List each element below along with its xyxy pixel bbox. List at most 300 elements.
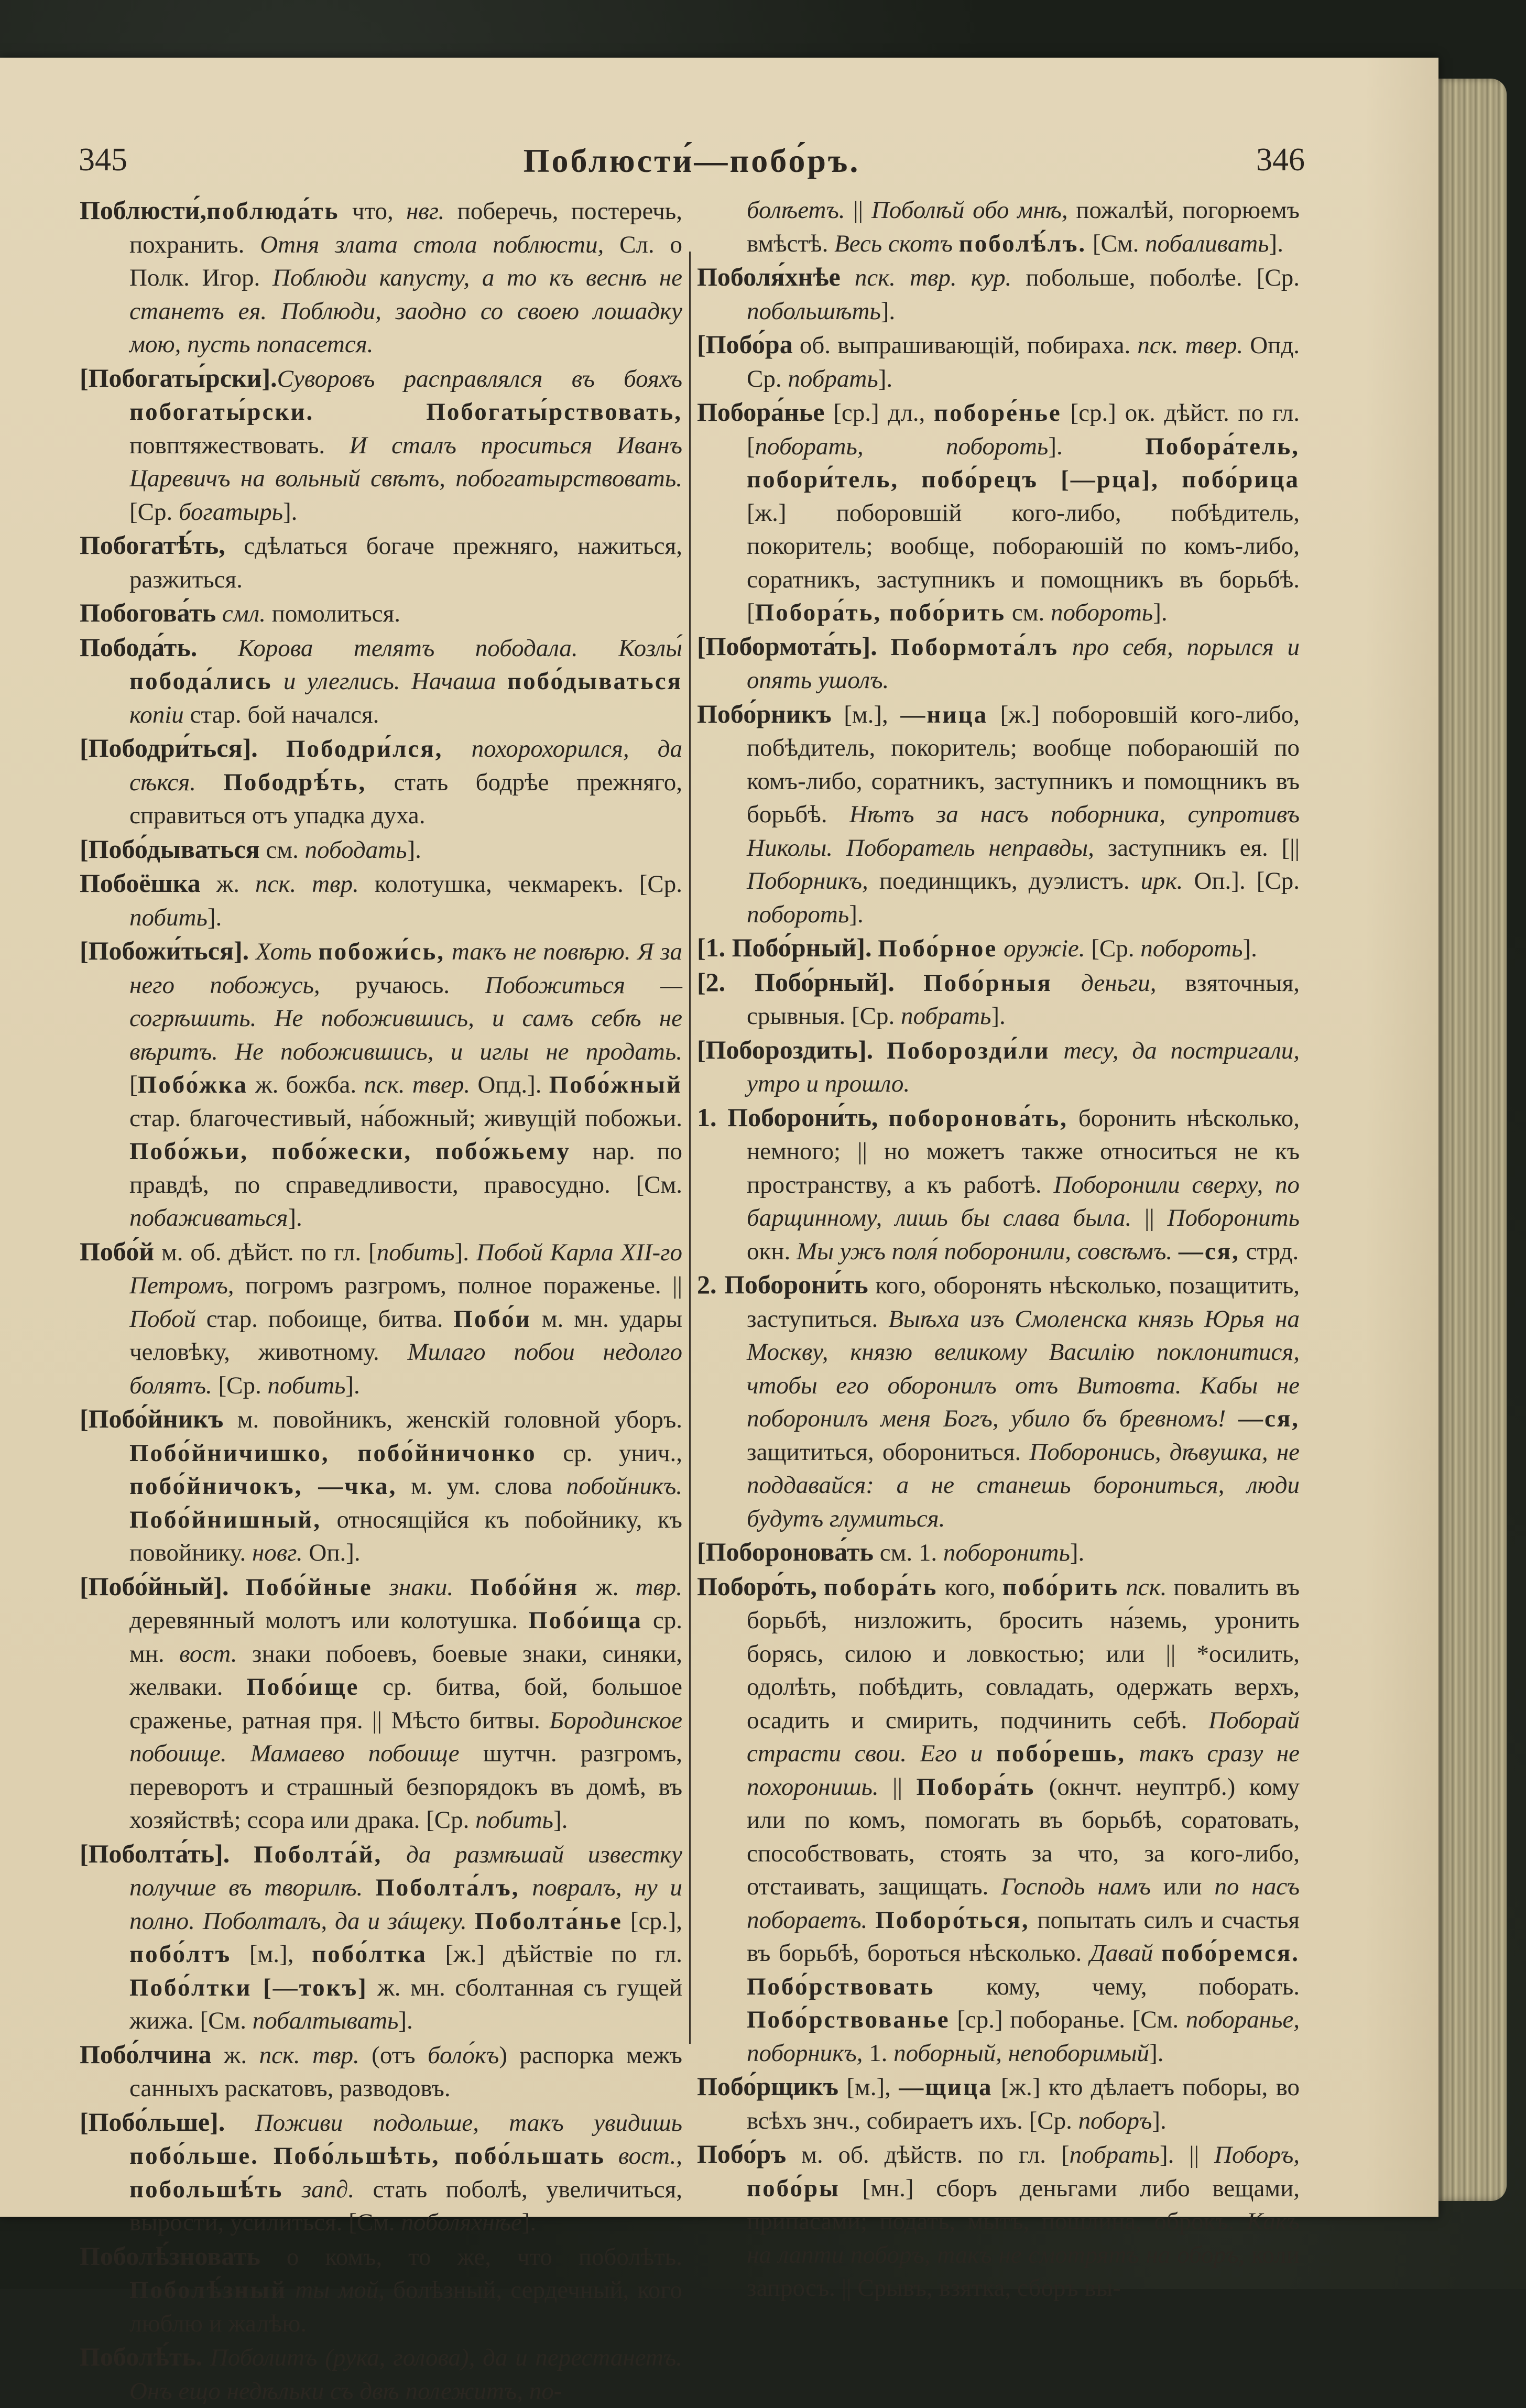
definition-text: ]. bbox=[398, 2007, 413, 2034]
bold-term: Побо́йня bbox=[470, 1573, 579, 1601]
definition-text bbox=[382, 1841, 406, 1868]
definition-text: [Ср. bbox=[212, 1371, 268, 1399]
definition-text bbox=[519, 1874, 532, 1901]
definition-text: стар. побоище, битва. bbox=[195, 1305, 454, 1333]
definition-text: ]. bbox=[1149, 2039, 1164, 2067]
bold-term: Побо́йные bbox=[245, 1573, 373, 1601]
bold-term: поболѣ́лъ. bbox=[958, 230, 1087, 257]
definition-text: кого, оборонять нѣсколько, позащитить, заступиться. bbox=[747, 1272, 1300, 1333]
dictionary-entry bbox=[697, 931, 1300, 966]
definition-text: || bbox=[878, 1773, 917, 1801]
italic-example: Побой bbox=[129, 1305, 196, 1333]
italic-example: Какъ на лапти поборъ, такъ не смотрятъ на оборъ, bbox=[747, 2208, 1300, 2269]
definition-text: || bbox=[1131, 1204, 1168, 1232]
definition-text: см. 1. bbox=[873, 1539, 943, 1566]
definition-text: коли запросъ. || Срывъ, взятка, сборъ вы- bbox=[747, 2241, 1300, 2302]
entry-headword: [Поборонова́ть bbox=[697, 1537, 874, 1566]
page-number-left: 345 bbox=[79, 142, 127, 178]
page-number-right: 346 bbox=[1256, 142, 1305, 178]
italic-example: Мы ужъ поля́ поборонили, совсѣмъ. bbox=[797, 1237, 1173, 1265]
dictionary-entry bbox=[80, 529, 682, 596]
italic-example: побойникъ. bbox=[566, 1473, 682, 1500]
definition-text: [См. bbox=[1086, 230, 1146, 257]
bold-term: —ся, bbox=[1178, 1237, 1240, 1265]
dictionary-entry bbox=[697, 1033, 1300, 1101]
bold-term: —щица bbox=[899, 2074, 993, 2101]
italic-example: поборать, побороть bbox=[755, 432, 1049, 460]
bold-term: Поболта́й, bbox=[254, 1840, 383, 1868]
italic-example: копіи bbox=[129, 701, 184, 728]
definition-text: [ж.] дѣйствіе по гл. bbox=[427, 1941, 682, 1968]
definition-text: стать поболѣ, увеличиться, вырости, усилиться. [См. bbox=[129, 2175, 683, 2236]
definition-text: стрд. bbox=[1239, 1237, 1299, 1265]
definition-text: ж. божба. bbox=[247, 1071, 364, 1098]
definition-text: стать бодрѣе прежняго, справиться отъ упадка духа. bbox=[129, 768, 683, 829]
definition-text: м. мн. удары человѣку, животному. bbox=[129, 1305, 682, 1366]
definition-text: Оп.]. bbox=[302, 1539, 361, 1566]
italic-example: ирк. bbox=[1140, 867, 1183, 895]
dictionary-page bbox=[0, 58, 1438, 2405]
italic-example: пск. твер. bbox=[364, 1071, 471, 1098]
definition-text: ср. мн. bbox=[129, 1607, 682, 1668]
definition-text: колотушка, чекмарекъ. [Ср. bbox=[358, 870, 682, 898]
definition-text: повптяжествовать. bbox=[129, 431, 350, 459]
italic-example: пск. bbox=[1126, 1573, 1167, 1601]
definition-text: погромъ разгромъ, полное пораженье. || bbox=[234, 1272, 682, 1299]
definition-text: [ср.] дл., bbox=[824, 399, 934, 427]
italic-example: деньги, bbox=[1081, 969, 1157, 997]
definition-text: ]. bbox=[553, 1806, 568, 1834]
definition-text bbox=[1059, 634, 1072, 661]
definition-text bbox=[817, 1574, 824, 1601]
definition-text bbox=[229, 1574, 246, 1601]
italic-example: Поборонись, дѣвушка, не поддавайся: а не станешь борониться, люди будутъ глумиться. bbox=[747, 1438, 1300, 1532]
definition-text: ]. bbox=[1242, 935, 1257, 962]
definition-text bbox=[997, 935, 1004, 962]
definition-text: [мн.] сборъ деньгами либо вещами, припасами; подать, мытъ, пошлина, оброкъ. bbox=[747, 2174, 1300, 2235]
bold-term: побо́дываться bbox=[507, 668, 683, 695]
italic-example: Поболѣй обо мнѣ, bbox=[871, 197, 1068, 224]
bold-term: Побо́рное bbox=[878, 935, 998, 962]
definition-text: [ bbox=[129, 1071, 138, 1098]
definition-text bbox=[312, 938, 319, 965]
definition-text: [ср.] поборанье. [См. bbox=[950, 2006, 1186, 2033]
definition-text bbox=[287, 2276, 295, 2304]
entry-headword: Поборо́ть, bbox=[697, 1571, 817, 1601]
italic-example: знаки. bbox=[389, 1573, 454, 1601]
definition-text bbox=[453, 1574, 470, 1601]
italic-example: Поборонили сверху, по барщинному, лишь бы слава была. bbox=[747, 1171, 1300, 1232]
entry-headword: [Побо́дываться bbox=[80, 834, 260, 864]
definition-text: окн. bbox=[747, 1237, 797, 1265]
definition-text bbox=[445, 938, 452, 965]
dictionary-entry bbox=[697, 630, 1300, 698]
dictionary-entry bbox=[697, 1268, 1300, 1535]
bold-term: Побо́лтки [—токъ] bbox=[129, 1974, 368, 2001]
italic-example: побрать bbox=[788, 365, 878, 393]
definition-text: ]. bbox=[407, 836, 421, 864]
definition-text: ж. bbox=[211, 2041, 259, 2069]
italic-example: боло́къ bbox=[428, 2041, 499, 2069]
italic-example: побрать bbox=[1069, 2141, 1160, 2169]
entry-headword: Побоёшка bbox=[80, 868, 201, 898]
definition-text: ср. унич., bbox=[536, 1439, 683, 1467]
definition-text: относящійся къ побойнику, къ повойнику. bbox=[129, 1506, 682, 1566]
definition-text: [м.], bbox=[231, 1941, 312, 1968]
definition-text: м. ум. слова bbox=[397, 1473, 566, 1500]
entry-headword: Поболѣ́ть. bbox=[80, 2342, 203, 2371]
definition-text: ]. bbox=[1048, 432, 1146, 460]
bold-term: Побора́ть, побо́рить bbox=[755, 599, 1006, 626]
italic-example: побрать bbox=[900, 1003, 991, 1030]
definition-text bbox=[983, 1740, 996, 1767]
definition-text: заступникъ ея. [|| bbox=[1094, 834, 1300, 862]
definition-text: [Ср. bbox=[129, 498, 179, 526]
definition-text: ]. bbox=[991, 1003, 1006, 1030]
bold-term: Побора́тель, побори́тель, побо́рецъ [—рца], побо́рица bbox=[747, 432, 1300, 493]
definition-text: пожалѣй, погорюемъ вмѣстѣ. bbox=[747, 197, 1300, 257]
definition-text bbox=[363, 1874, 375, 1901]
italic-example: пск. твер. bbox=[1137, 332, 1244, 359]
italic-example: Нѣтъ за насъ поборника, супротивъ Николы. Поборатель неправды, bbox=[747, 801, 1300, 862]
definition-text bbox=[1153, 1940, 1161, 1967]
definition-text: кому, чему, поборать. bbox=[934, 1973, 1300, 2000]
definition-text: ж. bbox=[579, 1573, 636, 1601]
definition-text: защититься, оборониться. bbox=[747, 1438, 1030, 1466]
italic-example: повралъ, ну и полно. Поболталъ, да и зáщеку. bbox=[129, 1874, 683, 1935]
italic-example: побалтывать bbox=[252, 2007, 399, 2034]
entry-headword: [Побо́йникъ bbox=[80, 1404, 224, 1433]
definition-text: ]. bbox=[1070, 1539, 1085, 1566]
italic-example: поборъ bbox=[1078, 2107, 1152, 2134]
bold-term: побо́лтка bbox=[312, 1941, 427, 1968]
italic-example: такъ не повѣрю. Я за него побожусь, bbox=[129, 938, 683, 999]
italic-example: Побожиться — согрѣшить. Не побожившись, и самъ себѣ не вѣритъ. Не побожившись, и иглы не продать. bbox=[129, 971, 682, 1065]
definition-text: [м.], bbox=[831, 701, 901, 728]
definition-text bbox=[216, 600, 222, 627]
italic-example: про себя, порылся и опять ушолъ. bbox=[747, 633, 1300, 694]
bold-term: Пободрѣ́ть, bbox=[223, 768, 367, 796]
bold-term: Побо́рствованье bbox=[747, 2006, 950, 2033]
column-divider bbox=[689, 252, 691, 2044]
bold-term: Побо́рныя bbox=[923, 969, 1052, 997]
definition-text: Сл. о Полк. Игор. bbox=[129, 231, 682, 291]
italic-example: тесу, да постригали, утро и прошло. bbox=[747, 1037, 1300, 1097]
italic-example: Бородинское побоище. Мамаево побоище bbox=[129, 1706, 682, 1767]
italic-example: Поживи подольше, такъ увидишь bbox=[255, 2109, 682, 2137]
definition-text: боронить нѣсколько, немного; || но можетъ также относиться не къ пространству, а къ работѣ. bbox=[747, 1104, 1300, 1198]
italic-example: Поборонить bbox=[1167, 1204, 1300, 1232]
bold-term: побольшѣ́ть bbox=[129, 2175, 284, 2203]
entry-headword: [1. Побо́рный]. bbox=[697, 933, 872, 962]
entry-headword: [Побогаты́рски]. bbox=[80, 363, 277, 393]
definition-text: ]. bbox=[1153, 599, 1168, 626]
definition-text bbox=[258, 735, 286, 762]
definition-text bbox=[1226, 1405, 1238, 1432]
bold-term: Поборозди́ли bbox=[887, 1037, 1050, 1064]
italic-example: смл. bbox=[222, 600, 266, 627]
italic-example: оружіе. bbox=[1004, 935, 1085, 962]
italic-example: побить bbox=[129, 903, 208, 931]
bold-term: побо́ремся. Побо́рствовать bbox=[747, 1940, 1300, 2000]
entry-headword: [2. Побо́рный]. bbox=[697, 967, 895, 997]
entry-headword: Побогатѣ́ть, bbox=[80, 530, 225, 560]
bold-term: поблюда́ть bbox=[206, 198, 340, 225]
definition-text: ]. bbox=[878, 365, 893, 393]
italic-example: побить bbox=[475, 1806, 553, 1834]
right-column bbox=[697, 194, 1300, 2305]
definition-text: || bbox=[845, 197, 871, 224]
definition-text bbox=[605, 2142, 618, 2170]
definition-text: сдѣлаться богаче прежняго, нажиться, разжиться. bbox=[129, 532, 682, 593]
bold-term: Поболта́лъ, bbox=[375, 1874, 520, 1901]
definition-text bbox=[197, 635, 238, 662]
dictionary-entry bbox=[80, 2038, 682, 2106]
definition-text bbox=[202, 2344, 210, 2371]
italic-example: побаливать bbox=[1145, 230, 1269, 257]
dictionary-entry bbox=[697, 1535, 1300, 1570]
bold-term: побо́лтъ bbox=[129, 1941, 232, 1968]
italic-example: побороть bbox=[1050, 599, 1153, 626]
bold-term: побода́лись bbox=[129, 668, 272, 695]
bold-term: Поболта́нье bbox=[474, 1907, 623, 1935]
italic-example: Хоть bbox=[256, 938, 312, 965]
italic-example: поборонить bbox=[943, 1539, 1070, 1566]
definition-text: ) распорка межъ санныхъ раскатовъ, разводовъ. bbox=[129, 2041, 682, 2102]
italic-example: нвг. bbox=[406, 198, 445, 225]
definition-text bbox=[878, 1105, 888, 1132]
italic-example: пск. твр. кур. bbox=[854, 264, 1012, 291]
italic-example: И сталъ проситься Иванъ Царевичъ на вольный свѣтъ, побогатырствовать. bbox=[129, 431, 682, 492]
entry-headword: Побо́рщикъ bbox=[697, 2072, 839, 2101]
definition-text bbox=[841, 264, 855, 291]
dictionary-entry bbox=[80, 631, 682, 732]
bold-term: побо́рить bbox=[1002, 1573, 1119, 1601]
italic-example: пск. твр. bbox=[255, 870, 359, 898]
entry-headword: 2. Поборони́ть bbox=[697, 1270, 868, 1299]
definition-text: ]. bbox=[345, 1371, 360, 1399]
dictionary-entry bbox=[697, 1570, 1300, 2071]
book-page-edges bbox=[1436, 79, 1507, 2201]
italic-example: Милаго побои недолго болятъ. bbox=[129, 1338, 682, 1399]
definition-text: поберечь, постеречь, похранить. bbox=[129, 198, 682, 258]
definition-text bbox=[225, 2109, 255, 2137]
italic-example: поболяхнѣе bbox=[401, 2209, 522, 2236]
bold-term: побожи́сь, bbox=[318, 938, 445, 965]
bold-term: поборе́нье bbox=[934, 399, 1062, 427]
entry-headword: Побо́й bbox=[80, 1236, 155, 1266]
italic-example: Отня злата стола поблюсти, bbox=[260, 231, 604, 258]
entry-headword: [Побормота́ть]. bbox=[697, 631, 877, 661]
definition-text bbox=[867, 1906, 875, 1934]
italic-example: побить bbox=[267, 1371, 346, 1399]
definition-text: знаки побоевъ, боевые знаки, синяки, желваки. bbox=[129, 1640, 682, 1701]
bold-term: Поболѣ́зный bbox=[129, 2276, 287, 2304]
entry-headword: [Поболта́ть]. bbox=[80, 1838, 230, 1868]
page-header bbox=[79, 136, 1305, 194]
bold-term: Побо́ища bbox=[528, 1607, 642, 1634]
definition-text: см. bbox=[1006, 599, 1051, 626]
italic-example: вост., bbox=[618, 2142, 683, 2170]
italic-example: да размѣшай известку получше въ творилѣ. bbox=[129, 1840, 683, 1901]
definition-text: нар. по правдѣ, по справедливости, правосудно. [См. bbox=[129, 1138, 682, 1198]
italic-example: Поборъ, bbox=[1214, 2141, 1300, 2169]
definition-text: помолиться. bbox=[266, 600, 400, 627]
left-column bbox=[80, 194, 682, 2408]
dictionary-entry bbox=[697, 2138, 1300, 2305]
bold-term: —ница bbox=[900, 701, 988, 728]
bold-term: поборонова́ть, bbox=[888, 1104, 1068, 1132]
definition-text: ]. bbox=[1269, 230, 1283, 257]
bold-term: Побо́йнишный, bbox=[129, 1506, 321, 1533]
entry-headword: Поблюсти́, bbox=[80, 195, 206, 225]
bold-term: Побо́жьи, побо́жески, побо́жьему bbox=[129, 1138, 571, 1165]
definition-text bbox=[1119, 1574, 1126, 1601]
definition-text: ]. bbox=[849, 900, 864, 928]
definition-text bbox=[1052, 969, 1081, 997]
definition-text bbox=[953, 230, 959, 257]
dictionary-entry bbox=[697, 2070, 1300, 2138]
definition-text bbox=[877, 634, 891, 661]
definition-text: [ср.], bbox=[622, 1907, 683, 1935]
entry-headword: [Побожи́ться]. bbox=[80, 936, 249, 965]
definition-text: [м.], bbox=[838, 2074, 899, 2101]
definition-text bbox=[283, 2176, 301, 2203]
dictionary-entry bbox=[697, 328, 1300, 396]
definition-text bbox=[230, 1841, 254, 1868]
dictionary-entry bbox=[697, 698, 1300, 932]
bold-term: побора́ть bbox=[824, 1573, 938, 1601]
definition-text: стар. бой начался. bbox=[183, 701, 379, 728]
definition-text: Опд.]. bbox=[470, 1071, 549, 1098]
italic-example: побороть bbox=[1140, 935, 1243, 962]
italic-example: Весь скотъ bbox=[834, 230, 953, 257]
italic-example: побаживаться bbox=[129, 1204, 288, 1232]
entry-headword: Побогова́ть bbox=[80, 598, 216, 627]
definition-text: ]. bbox=[288, 1204, 302, 1232]
entry-headword: [Побо́ра bbox=[697, 330, 793, 359]
dictionary-entry bbox=[80, 2240, 682, 2341]
dictionary-entry bbox=[80, 867, 682, 934]
italic-example: ты мой, bbox=[295, 2276, 385, 2304]
definition-text: о комъ, то же, что поболѣть. bbox=[260, 2243, 682, 2271]
definition-text: 1. bbox=[863, 2039, 894, 2067]
dictionary-entry bbox=[80, 934, 682, 1235]
entry-headword: [Побо́йный]. bbox=[80, 1571, 229, 1601]
dictionary-entry bbox=[80, 596, 682, 631]
dictionary-entry bbox=[697, 194, 1300, 260]
entry-headword: [Побороздить]. bbox=[697, 1034, 874, 1064]
entry-headword: Побора́нье bbox=[697, 397, 825, 427]
definition-text bbox=[1050, 1037, 1064, 1064]
italic-example: Поболитъ (рука, голова), да и перестанетъ. Онъ ещо недѣльки съ двѣ полежитъ, по- bbox=[129, 2344, 682, 2405]
definition-text: ]. bbox=[521, 2209, 537, 2236]
dictionary-entry bbox=[697, 396, 1300, 630]
italic-example: Господь намъ bbox=[1001, 1873, 1151, 1900]
entry-headword: Побо́лчина bbox=[80, 2039, 212, 2069]
bold-term: побо́решь, bbox=[996, 1740, 1126, 1767]
bold-term: Побо́жный bbox=[549, 1071, 682, 1098]
bold-term: побо́ры bbox=[747, 2174, 840, 2202]
definition-text: что, bbox=[339, 198, 407, 225]
bold-term: Пободри́лся, bbox=[286, 735, 443, 762]
definition-text bbox=[443, 735, 471, 762]
bold-term: побо́йничокъ, —чка, bbox=[129, 1473, 397, 1500]
definition-text: ]. || bbox=[1159, 2141, 1214, 2169]
definition-text bbox=[249, 938, 256, 965]
dictionary-entry bbox=[80, 362, 682, 529]
definition-text: взяточныя, срывныя. [Ср. bbox=[747, 969, 1300, 1030]
bold-term: Побора́ть bbox=[916, 1773, 1036, 1801]
entry-headword: 1. Поборони́ть, bbox=[697, 1102, 878, 1132]
italic-example: Поборай страсти свои. Его и bbox=[747, 1706, 1300, 1767]
definition-text: Оп.]. [Ср. bbox=[1183, 867, 1300, 895]
definition-text: стар. благочестивый, на́божный; живущій побожьи. bbox=[129, 1104, 682, 1132]
italic-example: богатырь bbox=[179, 498, 284, 526]
definition-text: об. выпрашивающій, побираха. bbox=[792, 332, 1138, 359]
dictionary-entry bbox=[80, 1837, 682, 2038]
definition-text: ]. bbox=[283, 498, 298, 526]
dictionary-entry bbox=[80, 1235, 682, 1403]
italic-example: похорохорился, да сѣкся. bbox=[129, 735, 683, 796]
definition-text bbox=[895, 969, 923, 997]
definition-text: ]. bbox=[454, 1238, 476, 1266]
definition-text: ]. bbox=[880, 297, 896, 325]
dictionary-entry bbox=[80, 732, 682, 833]
definition-text: ]. bbox=[1152, 2107, 1167, 2134]
italic-example: зап∂. bbox=[301, 2175, 355, 2203]
definition-text bbox=[272, 668, 283, 695]
definition-text bbox=[496, 668, 507, 695]
italic-example: пск. твр. bbox=[259, 2041, 359, 2069]
italic-example: поборанье, поборникъ, bbox=[747, 2006, 1300, 2067]
definition-text bbox=[467, 1908, 475, 1935]
definition-text: [ж.] поборовшій кого-либо, побѣдитель, покоритель; вообще побораюшій по комъ-либо, соратникъ, заступникъ и помощникъ въ борьбѣ. bbox=[747, 701, 1300, 828]
italic-example: новг. bbox=[252, 1539, 303, 1566]
italic-example: побить bbox=[376, 1238, 455, 1266]
bold-term: —ся, bbox=[1238, 1405, 1300, 1432]
italic-example: Корова телятъ пободала. Козлы́ bbox=[237, 634, 682, 662]
italic-example: болѣетъ. bbox=[747, 197, 845, 224]
definition-text: см. bbox=[259, 836, 305, 864]
definition-text: ]. bbox=[207, 903, 222, 931]
dictionary-entry bbox=[80, 833, 682, 867]
definition-text: побольше, поболѣе. [Ср. bbox=[1011, 264, 1300, 291]
definition-text: ж. bbox=[200, 870, 256, 898]
italic-example: по насъ побораетъ. bbox=[747, 1873, 1300, 1934]
entry-headword: [Побо́льше]. bbox=[80, 2107, 225, 2137]
definition-text bbox=[1172, 1238, 1179, 1265]
italic-example: вост. bbox=[179, 1640, 237, 1668]
definition-text: [Ср. bbox=[1085, 935, 1141, 962]
definition-text: деревянный молотъ или колотушка. bbox=[129, 1607, 529, 1634]
bold-term: Побо́ище bbox=[246, 1673, 359, 1701]
italic-example: поборный, непоборимый bbox=[893, 2039, 1150, 2067]
entry-headword: Побода́ть. bbox=[80, 632, 198, 662]
definition-text: кого, bbox=[938, 1573, 1002, 1601]
definition-text: или bbox=[1150, 1873, 1215, 1900]
definition-text: попытать силъ и счастья въ борьбѣ, бороться нѣсколько. bbox=[747, 1906, 1300, 1967]
definition-text: ж. мн. сболтанная съ гущей жижа. [См. bbox=[129, 1974, 683, 2034]
definition-text: (отъ bbox=[359, 2041, 428, 2069]
definition-text: болѣзный, сердечный, кого люблю и жалѣю. bbox=[129, 2276, 682, 2337]
definition-text: м. об. дѣйст. по гл. [ bbox=[154, 1238, 377, 1266]
italic-example: Выѣха изъ Смоленска князь Юрья на Москву, князю великому Василію поклонитися, чтобы его оборонилъ отъ Витовта. Кабы не поборонилъ меня Богъ, убило бъ бревномъ! bbox=[747, 1305, 1300, 1432]
italic-example: побороть bbox=[747, 900, 849, 928]
definition-text bbox=[1126, 1740, 1139, 1767]
bold-term: Поборо́ться, bbox=[875, 1906, 1030, 1934]
definition-text: (окнчт. неуптрб.) кому или по комъ, помогать въ борьбѣ, соратовать, способствовать, стоять за что, за кого-либо, отстаивать, защищать. bbox=[747, 1773, 1300, 1900]
